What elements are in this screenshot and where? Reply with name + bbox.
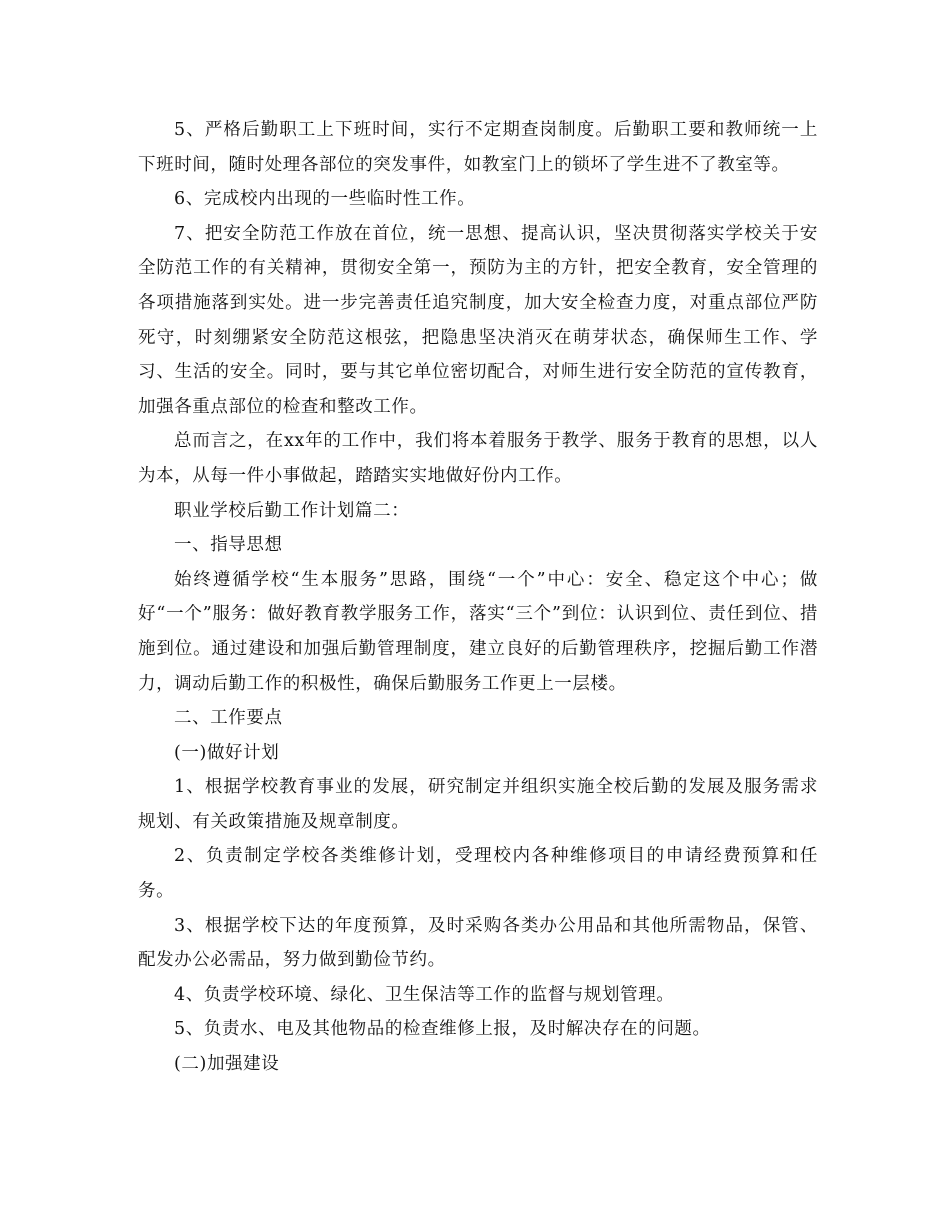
heading-work-points: 二、工作要点 (174, 708, 283, 729)
list-item-4-environment: 4、负责学校环境、绿化、卫生保洁等工作的监督与规划管理。 (174, 984, 675, 1005)
section-title-plan-two: 职业学校后勤工作计划篇二： (174, 500, 410, 521)
heading-guiding-ideology: 一、指导思想 (174, 535, 283, 556)
subheading-strengthen-construction: (二)加强建设 (174, 1054, 280, 1075)
paragraph-summary: 总而言之，在xx年的工作中，我们将本着服务于教学、服务于教育的思想，以人为本，从每一件小事做起，踏踏实实地做好份内工作。 (138, 431, 818, 486)
document-page (138, 113, 818, 1082)
paragraph-item-6-temporary-work: 6、完成校内出现的一些临时性工作。 (174, 189, 476, 210)
list-item-2-maintenance: 2、负责制定学校各类维修计划，受理校内各种维修项目的申请经费预算和任务。 (138, 846, 818, 902)
list-item-1-planning: 1、根据学校教育事业的发展，研究制定并组织实施全校后勤的发展及服务需求规划、有关政策措施及规章制度。 (138, 777, 818, 832)
list-item-5-utilities: 5、负责水、电及其他物品的检查维修上报，及时解决存在的问题。 (174, 1019, 711, 1040)
paragraph-guiding-ideology: 始终遵循学校“生本服务”思路，围绕“一个”中心：安全、稳定这个中心；做好“一个”服务：做好教育教学服务工作，落实“三个”到位：认识到位、责任到位、措施到位。通过建设和加强后勤管理制度，建立良好的后勤管理秩序，挖掘后勤工作潜力，调动后勤工作的积极性，确保后勤服务工作更上一层楼。 (138, 569, 818, 694)
list-item-3-procurement: 3、根据学校下达的年度预算，及时采购各类办公用品和其他所需物品，保管、配发办公必需品，努力做到勤俭节约。 (138, 915, 818, 971)
paragraph-item-7-safety: 7、把安全防范工作放在首位，统一思想、提高认识，坚决贯彻落实学校关于安全防范工作的有关精神，贯彻安全第一，预防为主的方针，把安全教育，安全管理的各项措施落到实处。进一步完善责任追究制度，加大安全检查力度，对重点部位严防死守，时刻绷紧安全防范这根弦，把隐患坚决消灭在萌芽状态，确保师生工作、学习、生活的安全。同时，要与其它单位密切配合，对师生进行安全防范的宣传教育，加强各重点部位的检查和整改工作。 (138, 223, 818, 417)
subheading-make-plans: (一)做好计划 (174, 742, 280, 763)
paragraph-item-5-attendance: 5、严格后勤职工上下班时间，实行不定期查岗制度。后勤职工要和教师统一上下班时间，随时处理各部位的突发事件，如教室门上的锁坏了学生进不了教室等。 (138, 120, 818, 175)
